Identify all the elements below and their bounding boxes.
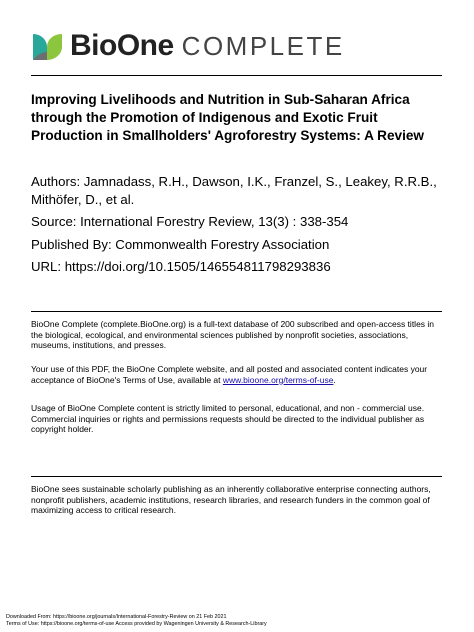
divider-middle — [31, 311, 442, 312]
info-paragraph-mission: BioOne sees sustainable scholarly publishing as an inherently collaborative enterprise connecting authors, nonprofit publishers, academic institutions, research libraries, and research funders in the common goal of maximizing access to critical research. — [31, 484, 431, 515]
article-title: Improving Livelihoods and Nutrition in Sub-Saharan Africa through the Promotion of Indigenous and Exotic Fruit Production in Smallholders' Agroforestry Systems: A Review — [31, 92, 425, 143]
terms-text: Your use of this PDF, the BioOne Complete website, and all posted and associated content indicates your acceptance of BioOne's Terms of Use, available at — [31, 364, 428, 385]
info-paragraph-usage: Usage of BioOne Complete content is strictly limited to personal, educational, and non - commercial use. Commercial inquiries or rights and permissions requests should be directed to the individual publisher as copyright holder. — [31, 403, 425, 434]
terms-text-end: . — [333, 374, 336, 385]
article-authors: Authors: Jamnadass, R.H., Dawson, I.K., Franzel, S., Leakey, R.R.B., Mithöfer, D., et al. — [31, 174, 437, 207]
logo-text-complete: COMPLETE — [181, 31, 345, 61]
terms-of-use-link[interactable]: www.bioone.org/terms-of-use — [222, 374, 334, 385]
info-paragraph-database: BioOne Complete (complete.BioOne.org) is a full-text database of 200 subscribed and open-access titles in the biological, ecological, and environmental sciences published by nonprofit societies, associations, museums, institutions, and presses. — [31, 319, 435, 350]
article-publisher: Published By: Commonwealth Forestry Association — [31, 237, 330, 252]
divider-top — [31, 75, 442, 76]
footer-download-line: Downloaded From: https://bioone.org/journals/International-Forestry-Review on 21 Feb 2021 — [6, 614, 227, 620]
article-url[interactable]: URL: https://doi.org/10.1505/146554811798293836 — [31, 259, 331, 274]
bioone-logo — [31, 28, 345, 64]
info-paragraph-terms — [31, 364, 443, 385]
download-footer — [6, 614, 267, 628]
bioone-logo-icon — [31, 30, 64, 63]
article-source: Source: International Forestry Review, 13(3) : 338-354 — [31, 214, 349, 229]
logo-text-bioone: BioOne — [70, 29, 174, 62]
divider-lower — [31, 476, 442, 477]
footer-terms-line: Terms of Use: https://bioone.org/terms-of-use Access provided by Wageningen University & Research-Library — [6, 620, 267, 627]
